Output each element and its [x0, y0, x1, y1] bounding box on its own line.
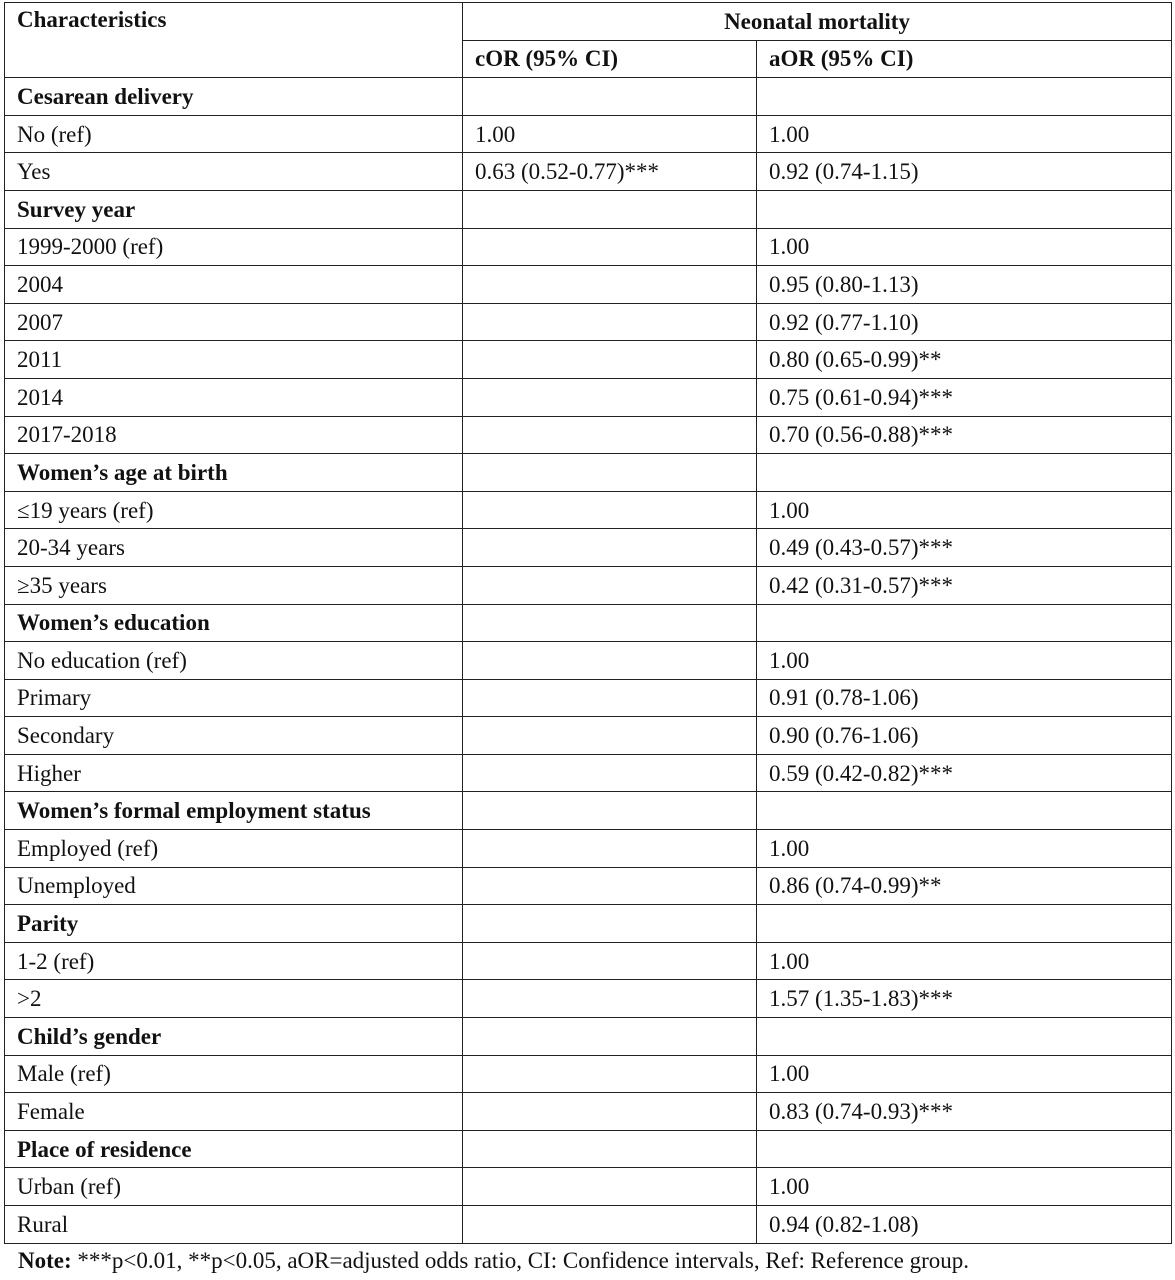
- row-label: 2014: [5, 378, 463, 416]
- aor-cell: 1.00: [757, 1055, 1172, 1093]
- section-row: [5, 1018, 1172, 1056]
- row-label: No education (ref): [5, 642, 463, 680]
- cor-cell: [463, 266, 757, 304]
- header-neonatal-mortality: Neonatal mortality: [463, 3, 1172, 41]
- cor-cell: [463, 190, 757, 228]
- section-row: [5, 792, 1172, 830]
- aor-cell: 1.00: [757, 115, 1172, 153]
- table-row: [5, 867, 1172, 905]
- cor-cell: [463, 792, 757, 830]
- aor-cell: 1.00: [757, 491, 1172, 529]
- aor-cell: [757, 1130, 1172, 1168]
- row-label: Secondary: [5, 717, 463, 755]
- aor-cell: 0.59 (0.42-0.82)***: [757, 754, 1172, 792]
- cor-cell: [463, 980, 757, 1018]
- aor-cell: 0.92 (0.74-1.15): [757, 153, 1172, 191]
- row-label: Female: [5, 1093, 463, 1131]
- aor-cell: 0.90 (0.76-1.06): [757, 717, 1172, 755]
- row-label: ≥35 years: [5, 566, 463, 604]
- aor-cell: [757, 190, 1172, 228]
- aor-cell: 0.92 (0.77-1.10): [757, 303, 1172, 341]
- aor-cell: 1.00: [757, 228, 1172, 266]
- table-row: [5, 980, 1172, 1018]
- header-row-1: [5, 3, 1172, 41]
- cor-cell: [463, 491, 757, 529]
- cor-cell: [463, 1168, 757, 1206]
- table-row: [5, 942, 1172, 980]
- cor-cell: [463, 754, 757, 792]
- row-label: 2004: [5, 266, 463, 304]
- aor-cell: [757, 905, 1172, 943]
- row-label: 1999-2000 (ref): [5, 228, 463, 266]
- cor-cell: [463, 1206, 757, 1244]
- row-label: Higher: [5, 754, 463, 792]
- table-row: [5, 642, 1172, 680]
- row-label: Primary: [5, 679, 463, 717]
- table-row: [5, 491, 1172, 529]
- cor-cell: [463, 566, 757, 604]
- row-label: Yes: [5, 153, 463, 191]
- table-row: [5, 115, 1172, 153]
- cor-cell: [463, 1093, 757, 1131]
- table-row: [5, 153, 1172, 191]
- row-label: Unemployed: [5, 867, 463, 905]
- section-row: [5, 78, 1172, 116]
- section-row: [5, 905, 1172, 943]
- aor-cell: 1.00: [757, 1168, 1172, 1206]
- aor-cell: 0.42 (0.31-0.57)***: [757, 566, 1172, 604]
- cor-cell: [463, 867, 757, 905]
- row-label: Women’s education: [5, 604, 463, 642]
- table-row: [5, 529, 1172, 567]
- row-label: Place of residence: [5, 1130, 463, 1168]
- section-row: [5, 604, 1172, 642]
- row-label: >2: [5, 980, 463, 1018]
- row-label: 2007: [5, 303, 463, 341]
- cor-cell: [463, 905, 757, 943]
- row-label: Women’s formal employment status: [5, 792, 463, 830]
- section-row: [5, 454, 1172, 492]
- aor-cell: 1.00: [757, 942, 1172, 980]
- cor-cell: [463, 454, 757, 492]
- aor-cell: [757, 792, 1172, 830]
- row-label: No (ref): [5, 115, 463, 153]
- row-label: 2011: [5, 341, 463, 379]
- cor-cell: [463, 830, 757, 868]
- table-row: [5, 1093, 1172, 1131]
- section-row: [5, 1130, 1172, 1168]
- table-row: [5, 341, 1172, 379]
- header-aor: aOR (95% CI): [757, 40, 1172, 78]
- cor-cell: [463, 642, 757, 680]
- cor-cell: [463, 679, 757, 717]
- cor-cell: [463, 341, 757, 379]
- cor-cell: [463, 1055, 757, 1093]
- row-label: 1-2 (ref): [5, 942, 463, 980]
- table-row: [5, 1206, 1172, 1244]
- row-label: ≤19 years (ref): [5, 491, 463, 529]
- cor-cell: [463, 1130, 757, 1168]
- aor-cell: 0.80 (0.65-0.99)**: [757, 341, 1172, 379]
- table-row: [5, 228, 1172, 266]
- cor-cell: [463, 378, 757, 416]
- aor-cell: [757, 78, 1172, 116]
- aor-cell: 0.94 (0.82-1.08): [757, 1206, 1172, 1244]
- row-label: Child’s gender: [5, 1018, 463, 1056]
- header-cor: cOR (95% CI): [463, 40, 757, 78]
- cor-cell: [463, 717, 757, 755]
- cor-cell: [463, 78, 757, 116]
- aor-cell: 0.95 (0.80-1.13): [757, 266, 1172, 304]
- section-row: [5, 190, 1172, 228]
- table-row: [5, 754, 1172, 792]
- table-row: [5, 266, 1172, 304]
- cor-cell: 1.00: [463, 115, 757, 153]
- cor-cell: [463, 228, 757, 266]
- cor-cell: 0.63 (0.52-0.77)***: [463, 153, 757, 191]
- row-label: Women’s age at birth: [5, 454, 463, 492]
- cor-cell: [463, 416, 757, 454]
- row-label: 20-34 years: [5, 529, 463, 567]
- cor-cell: [463, 1018, 757, 1056]
- table-row: [5, 566, 1172, 604]
- table-row: [5, 1055, 1172, 1093]
- aor-cell: 1.00: [757, 642, 1172, 680]
- aor-cell: 0.83 (0.74-0.93)***: [757, 1093, 1172, 1131]
- note-text: ***p<0.01, **p<0.05, aOR=adjusted odds ratio, CI: Confidence intervals, Ref: Reference group.: [71, 1248, 970, 1273]
- row-label: Survey year: [5, 190, 463, 228]
- cor-cell: [463, 303, 757, 341]
- table-note: [18, 1248, 969, 1274]
- aor-cell: 0.86 (0.74-0.99)**: [757, 867, 1172, 905]
- aor-cell: 0.70 (0.56-0.88)***: [757, 416, 1172, 454]
- aor-cell: 1.57 (1.35-1.83)***: [757, 980, 1172, 1018]
- aor-cell: [757, 454, 1172, 492]
- aor-cell: 0.91 (0.78-1.06): [757, 679, 1172, 717]
- cor-cell: [463, 942, 757, 980]
- row-label: Cesarean delivery: [5, 78, 463, 116]
- row-label: Employed (ref): [5, 830, 463, 868]
- row-label: Rural: [5, 1206, 463, 1244]
- table-row: [5, 378, 1172, 416]
- cor-cell: [463, 604, 757, 642]
- aor-cell: [757, 1018, 1172, 1056]
- cor-cell: [463, 529, 757, 567]
- aor-cell: 0.75 (0.61-0.94)***: [757, 378, 1172, 416]
- aor-cell: 0.49 (0.43-0.57)***: [757, 529, 1172, 567]
- header-characteristics: Characteristics: [5, 3, 463, 78]
- row-label: Urban (ref): [5, 1168, 463, 1206]
- note-label: Note:: [18, 1248, 72, 1273]
- table-container: [4, 2, 1171, 1244]
- aor-cell: [757, 604, 1172, 642]
- results-table: [4, 2, 1172, 1244]
- table-row: [5, 679, 1172, 717]
- aor-cell: 1.00: [757, 830, 1172, 868]
- table-header: [5, 3, 1172, 78]
- table-row: [5, 416, 1172, 454]
- table-row: [5, 1168, 1172, 1206]
- table-body: [5, 78, 1172, 1243]
- table-row: [5, 830, 1172, 868]
- table-row: [5, 717, 1172, 755]
- table-row: [5, 303, 1172, 341]
- row-label: Male (ref): [5, 1055, 463, 1093]
- row-label: Parity: [5, 905, 463, 943]
- row-label: 2017-2018: [5, 416, 463, 454]
